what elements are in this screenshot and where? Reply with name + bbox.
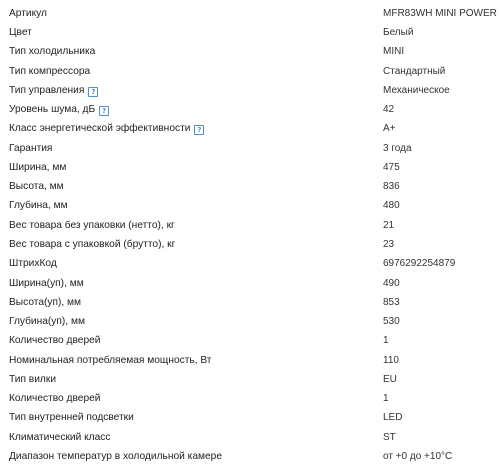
spec-row bbox=[0, 389, 500, 408]
spec-label-text: Класс энергетической эффективности bbox=[9, 123, 191, 134]
spec-value: LED bbox=[383, 412, 403, 423]
spec-row bbox=[0, 177, 500, 196]
spec-label: Тип компрессора bbox=[9, 62, 94, 81]
spec-label bbox=[9, 100, 113, 119]
help-icon[interactable]: ? bbox=[194, 125, 204, 135]
spec-row bbox=[0, 23, 500, 42]
spec-row bbox=[0, 158, 500, 177]
spec-row bbox=[0, 331, 500, 350]
help-icon[interactable]: ? bbox=[99, 106, 109, 116]
spec-value: 21 bbox=[383, 220, 395, 231]
spec-row bbox=[0, 351, 500, 370]
spec-label: Диапазон температур в холодильной камере bbox=[9, 447, 226, 466]
spec-value: Механическое bbox=[383, 85, 450, 96]
spec-row bbox=[0, 370, 500, 389]
spec-label: Тип холодильника bbox=[9, 42, 99, 61]
spec-value: MFR83WH MINI POWER bbox=[383, 8, 497, 19]
spec-value: MINI bbox=[383, 46, 405, 57]
spec-label bbox=[9, 81, 102, 100]
spec-label bbox=[9, 119, 208, 138]
spec-value: 42 bbox=[383, 104, 395, 115]
spec-row bbox=[0, 196, 500, 215]
spec-label: Глубина, мм bbox=[9, 196, 72, 215]
spec-row bbox=[0, 216, 500, 235]
spec-value: 853 bbox=[383, 297, 400, 308]
spec-label: Вес товара без упаковки (нетто), кг bbox=[9, 216, 179, 235]
spec-value: 3 года bbox=[383, 143, 412, 154]
spec-row bbox=[0, 293, 500, 312]
spec-value: 23 bbox=[383, 239, 395, 250]
spec-row bbox=[0, 428, 500, 447]
spec-label: Цвет bbox=[9, 23, 36, 42]
spec-row bbox=[0, 4, 500, 23]
spec-row bbox=[0, 100, 500, 119]
spec-label: Высота(уп), мм bbox=[9, 293, 85, 312]
spec-value: 1 bbox=[383, 393, 389, 404]
spec-label: Глубина(уп), мм bbox=[9, 312, 89, 331]
spec-label: Количество дверей bbox=[9, 331, 104, 350]
spec-value: Белый bbox=[383, 27, 414, 38]
spec-label-text: Тип управления bbox=[9, 85, 85, 96]
spec-label: ШтрихКод bbox=[9, 254, 61, 273]
spec-label: Гарантия bbox=[9, 139, 56, 158]
spec-value: 1 bbox=[383, 335, 389, 346]
spec-row bbox=[0, 408, 500, 427]
spec-row bbox=[0, 447, 500, 466]
help-icon[interactable]: ? bbox=[88, 87, 98, 97]
spec-value: 530 bbox=[383, 316, 400, 327]
spec-row bbox=[0, 81, 500, 100]
spec-value: 475 bbox=[383, 162, 400, 173]
spec-row bbox=[0, 254, 500, 273]
spec-value: 836 bbox=[383, 181, 400, 192]
spec-row bbox=[0, 274, 500, 293]
spec-label: Климатический класс bbox=[9, 428, 114, 447]
spec-label: Количество дверей bbox=[9, 389, 104, 408]
spec-value: 480 bbox=[383, 200, 400, 211]
spec-row bbox=[0, 62, 500, 81]
spec-row bbox=[0, 312, 500, 331]
spec-label: Ширина, мм bbox=[9, 158, 70, 177]
spec-value: от +0 до +10°C bbox=[383, 451, 453, 462]
spec-row bbox=[0, 119, 500, 138]
spec-value: EU bbox=[383, 374, 397, 385]
spec-value: 6976292254879 bbox=[383, 258, 456, 269]
spec-label: Ширина(уп), мм bbox=[9, 274, 88, 293]
spec-value: Стандартный bbox=[383, 66, 446, 77]
spec-row bbox=[0, 139, 500, 158]
spec-label: Вес товара с упаковкой (брутто), кг bbox=[9, 235, 179, 254]
spec-row bbox=[0, 42, 500, 61]
spec-value: ST bbox=[383, 432, 396, 443]
spec-label: Высота, мм bbox=[9, 177, 68, 196]
spec-value: 110 bbox=[383, 355, 399, 366]
spec-label: Тип внутренней подсветки bbox=[9, 408, 138, 427]
spec-label: Артикул bbox=[9, 4, 51, 23]
spec-value: A+ bbox=[383, 123, 396, 134]
spec-label: Номинальная потребляемая мощность, Вт bbox=[9, 351, 215, 370]
spec-row bbox=[0, 235, 500, 254]
spec-label-text: Уровень шума, дБ bbox=[9, 104, 96, 115]
spec-label: Тип вилки bbox=[9, 370, 60, 389]
spec-value: 490 bbox=[383, 278, 400, 289]
